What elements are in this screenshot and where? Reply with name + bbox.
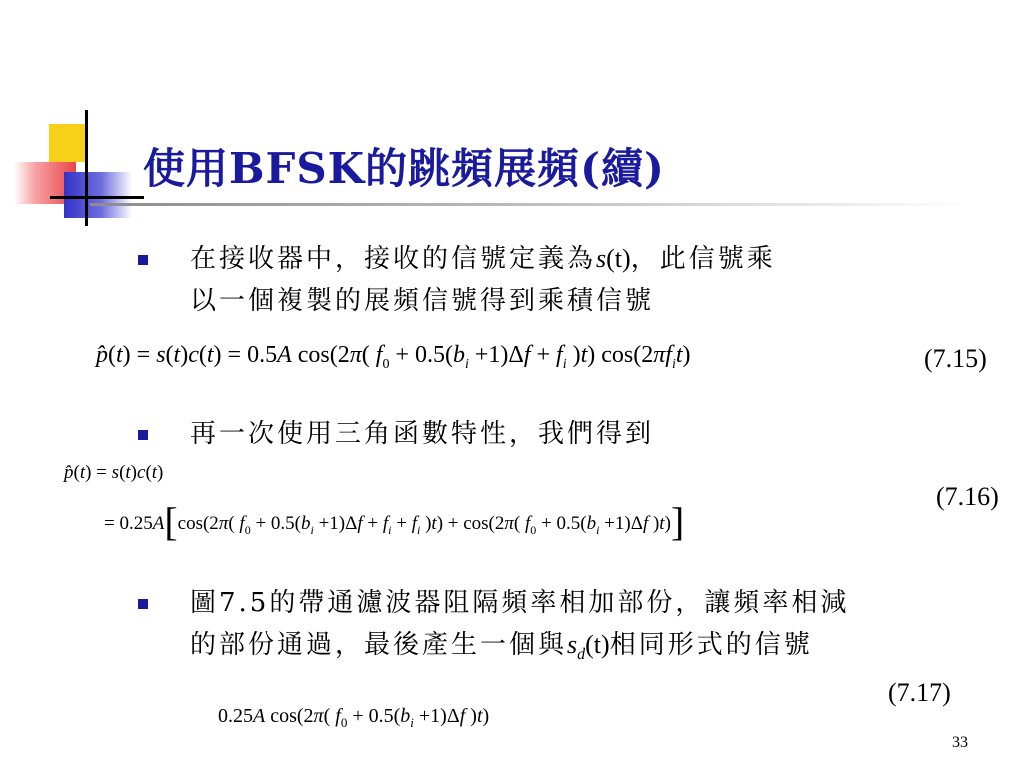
bullet-3-var-subscript: d [577, 646, 586, 664]
bullet-1-var: s [596, 244, 607, 273]
bullet-square-icon [138, 599, 148, 609]
bullet-1-text [190, 238, 776, 322]
bullet-3-var: s [567, 630, 578, 659]
bullet-2-text [190, 413, 654, 455]
deco-horizontal-line [50, 196, 144, 199]
equation-number-7-17: (7.17) [888, 678, 951, 707]
bullet-square-icon [138, 255, 148, 265]
equation-7-17: 0.25A cos(2π( $f_0 + 0.5(b_i +1)\Delta f$ )t) [218, 705, 490, 730]
bullet-1-text-suffix: ，此信號乘 [630, 244, 776, 274]
bullet-1-line-2: 以一個複製的展頻信號得到乘積信號 [190, 286, 655, 316]
page-number: 33 [952, 734, 968, 751]
bullet-3-text [190, 582, 849, 676]
bullet-3-arg: (t) [585, 630, 610, 659]
bullet-3-line-1: 圖7.5的帶通濾波器阻隔頻率相加部份，讓頻率相減 [190, 588, 850, 618]
title-underline [90, 203, 970, 206]
bullet-1-text-prefix: 在接收器中，接收的信號定義為 [190, 244, 597, 274]
equation-7-15: p̂(t) = s(t)c(t) = 0.5A cos(2π( $f_0 + 0.5(b_i +1)\Delta f + f_i$ )t) $\cos(2\pi f_it)$ [96, 342, 691, 372]
equation-number-7-16: (7.16) [936, 482, 999, 511]
bullet-1-arg: (t) [606, 244, 631, 273]
equation-number-7-15: (7.15) [924, 344, 987, 373]
deco-yellow-square [49, 124, 87, 162]
deco-vertical-line [85, 110, 88, 226]
bullet-2-line-1: 再一次使用三角函數特性，我們得到 [190, 419, 655, 449]
equation-7-16-line-1: p̂(t) = s(t)c(t) [64, 462, 164, 483]
bullet-square-icon [138, 430, 148, 440]
slide-title: 使用BFSK的跳頻展頻(續) [143, 144, 665, 193]
bullet-3-text-prefix: 的部份通過，最後產生一個與 [190, 630, 568, 660]
bullet-1-line-1 [190, 238, 776, 280]
bullet-3-line-2 [190, 624, 849, 676]
equation-7-16-line-2: = 0.25A[cos(2π( $f_0 + 0.5(b_i +1)\Delta f + f_i + f_i$ )t) + cos(2π( $f_0 + 0.5(b_i +1)\Delta f$ )t)] [104, 499, 685, 544]
bullet-3-text-suffix: 相同形式的信號 [609, 630, 813, 660]
deco-blue-gradient [64, 172, 132, 218]
